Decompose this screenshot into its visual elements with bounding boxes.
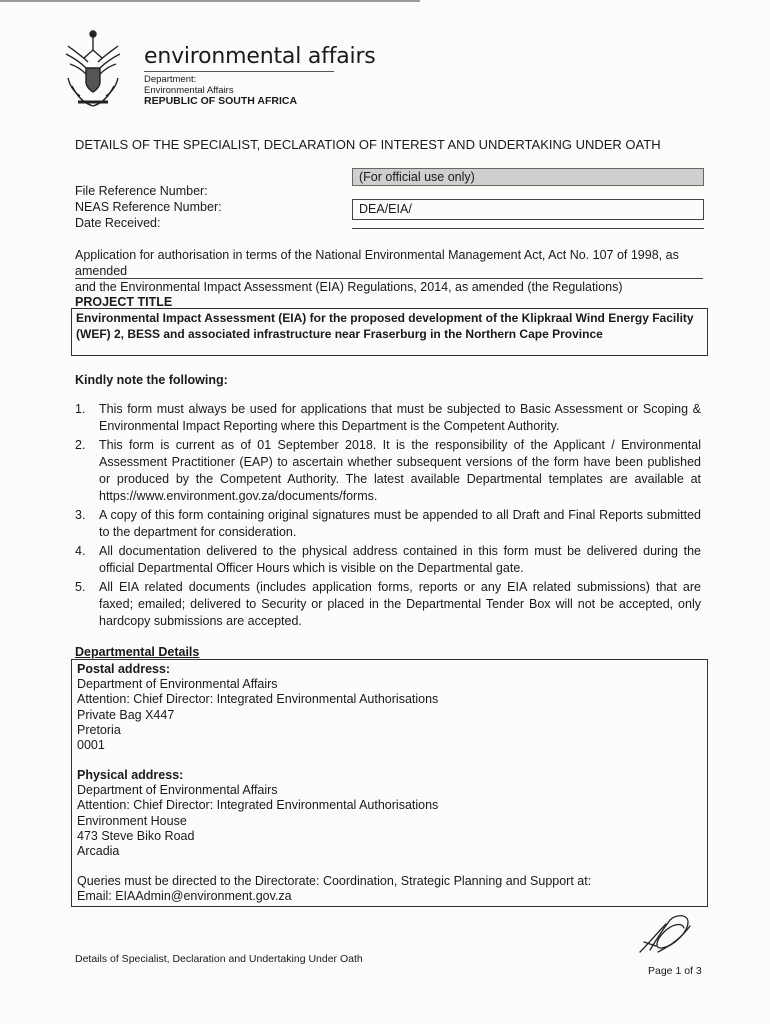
note-text: A copy of this form containing original signatures must be appended to all Draft and Final Reports submitted to the department for consideration. (99, 508, 701, 539)
footer-text: Details of Specialist, Declaration and Undertaking Under Oath (75, 953, 363, 965)
note-number: 2. (75, 438, 86, 452)
physical-address-line: Attention: Chief Director: Integrated Environmental Authorisations (77, 798, 439, 812)
postal-address-line: 0001 (77, 738, 105, 752)
page-number: Page 1 of 3 (648, 965, 702, 977)
postal-address-heading: Postal address: (77, 662, 171, 676)
note-text: All documentation delivered to the physical address contained in this form must be delivered during the official Departmental Officer Hours which is visible on the Departmental gate. (99, 544, 701, 575)
note-text: All EIA related documents (includes application forms, reports or any EIA related submissions) that are faxed; emailed; delivered to Security or placed in the Departmental Tender Box will not be accepted, only hardcopy submissions are accepted. (99, 580, 701, 628)
note-number: 1. (75, 402, 86, 416)
project-title-label: PROJECT TITLE (75, 295, 173, 309)
physical-address-line: 473 Steve Biko Road (77, 829, 195, 843)
note-number: 5. (75, 580, 86, 594)
neas-reference-field[interactable]: DEA/EIA/ (352, 199, 704, 220)
postal-address-line: Pretoria (77, 723, 121, 737)
queries-text: Queries must be directed to the Directorate: Coordination, Strategic Planning and Support at: (77, 874, 592, 888)
official-use-box: (For official use only) (352, 168, 704, 186)
notes-list (75, 401, 701, 632)
brand-title: environmental affairs (144, 44, 376, 69)
note-item (75, 401, 701, 435)
application-line-2: and the Environmental Impact Assessment (EIA) Regulations, 2014, as amended (the Regulations) (75, 280, 623, 294)
file-reference-label: File Reference Number: (75, 184, 208, 198)
email-link[interactable]: Email: EIAAdmin@environment.gov.za (77, 889, 292, 903)
scan-top-edge (0, 0, 420, 2)
project-title-line-2: (WEF) 2, BESS and associated infrastructure near Fraserburg in the Northern Cape Province (76, 327, 603, 341)
note-item (75, 579, 701, 630)
postal-address-line: Department of Environmental Affairs (77, 677, 278, 691)
application-statement (75, 247, 697, 295)
physical-address-line: Arcadia (77, 844, 120, 858)
date-received-label: Date Received: (75, 216, 161, 230)
application-underline (75, 278, 703, 279)
project-title-text (76, 310, 704, 342)
note-item (75, 543, 701, 577)
coat-of-arms-logo (62, 28, 124, 112)
project-title-line-1: Environmental Impact Assessment (EIA) for the proposed development of the Klipkraal Wind Energy Facility (76, 311, 694, 325)
date-received-field[interactable] (352, 228, 704, 229)
note-text: This form is current as of 01 September 2018. It is the responsibility of the Applicant / Environmental Assessment Practitioner (EAP) to ascertain whether subsequent versions of the form have been published or produced by the Competent Authority. The latest available Departmental templates are available at https://www.environment.gov.za/documents/forms. (99, 438, 701, 503)
note-item (75, 437, 701, 505)
neas-reference-label: NEAS Reference Number: (75, 200, 222, 214)
note-item (75, 507, 701, 541)
application-line-1: Application for authorisation in terms of the National Environmental Management Act, Act No. 107 of 1998, as amended (75, 248, 679, 278)
physical-address-line: Department of Environmental Affairs (77, 783, 278, 797)
document-title: DETAILS OF THE SPECIALIST, DECLARATION OF INTEREST AND UNDERTAKING UNDER OATH (75, 137, 661, 152)
physical-address-line: Environment House (77, 814, 187, 828)
notes-heading: Kindly note the following: (75, 373, 228, 387)
note-number: 4. (75, 544, 86, 558)
brand-divider (144, 71, 334, 72)
note-number: 3. (75, 508, 86, 522)
handwritten-initials-signature (636, 912, 694, 956)
physical-address-heading: Physical address: (77, 768, 184, 782)
department-label: Department: (144, 74, 197, 85)
note-text: This form must always be used for applications that must be subjected to Basic Assessment or Scoping & Environmental Impact Reporting where this Department is the Competent Authority. (99, 402, 701, 433)
country-name: REPUBLIC OF SOUTH AFRICA (144, 95, 298, 107)
postal-address-line: Attention: Chief Director: Integrated Environmental Authorisations (77, 692, 439, 706)
department-name: Environmental Affairs (144, 85, 234, 96)
postal-address-line: Private Bag X447 (77, 708, 175, 722)
departmental-details-label: Departmental Details (75, 645, 200, 659)
